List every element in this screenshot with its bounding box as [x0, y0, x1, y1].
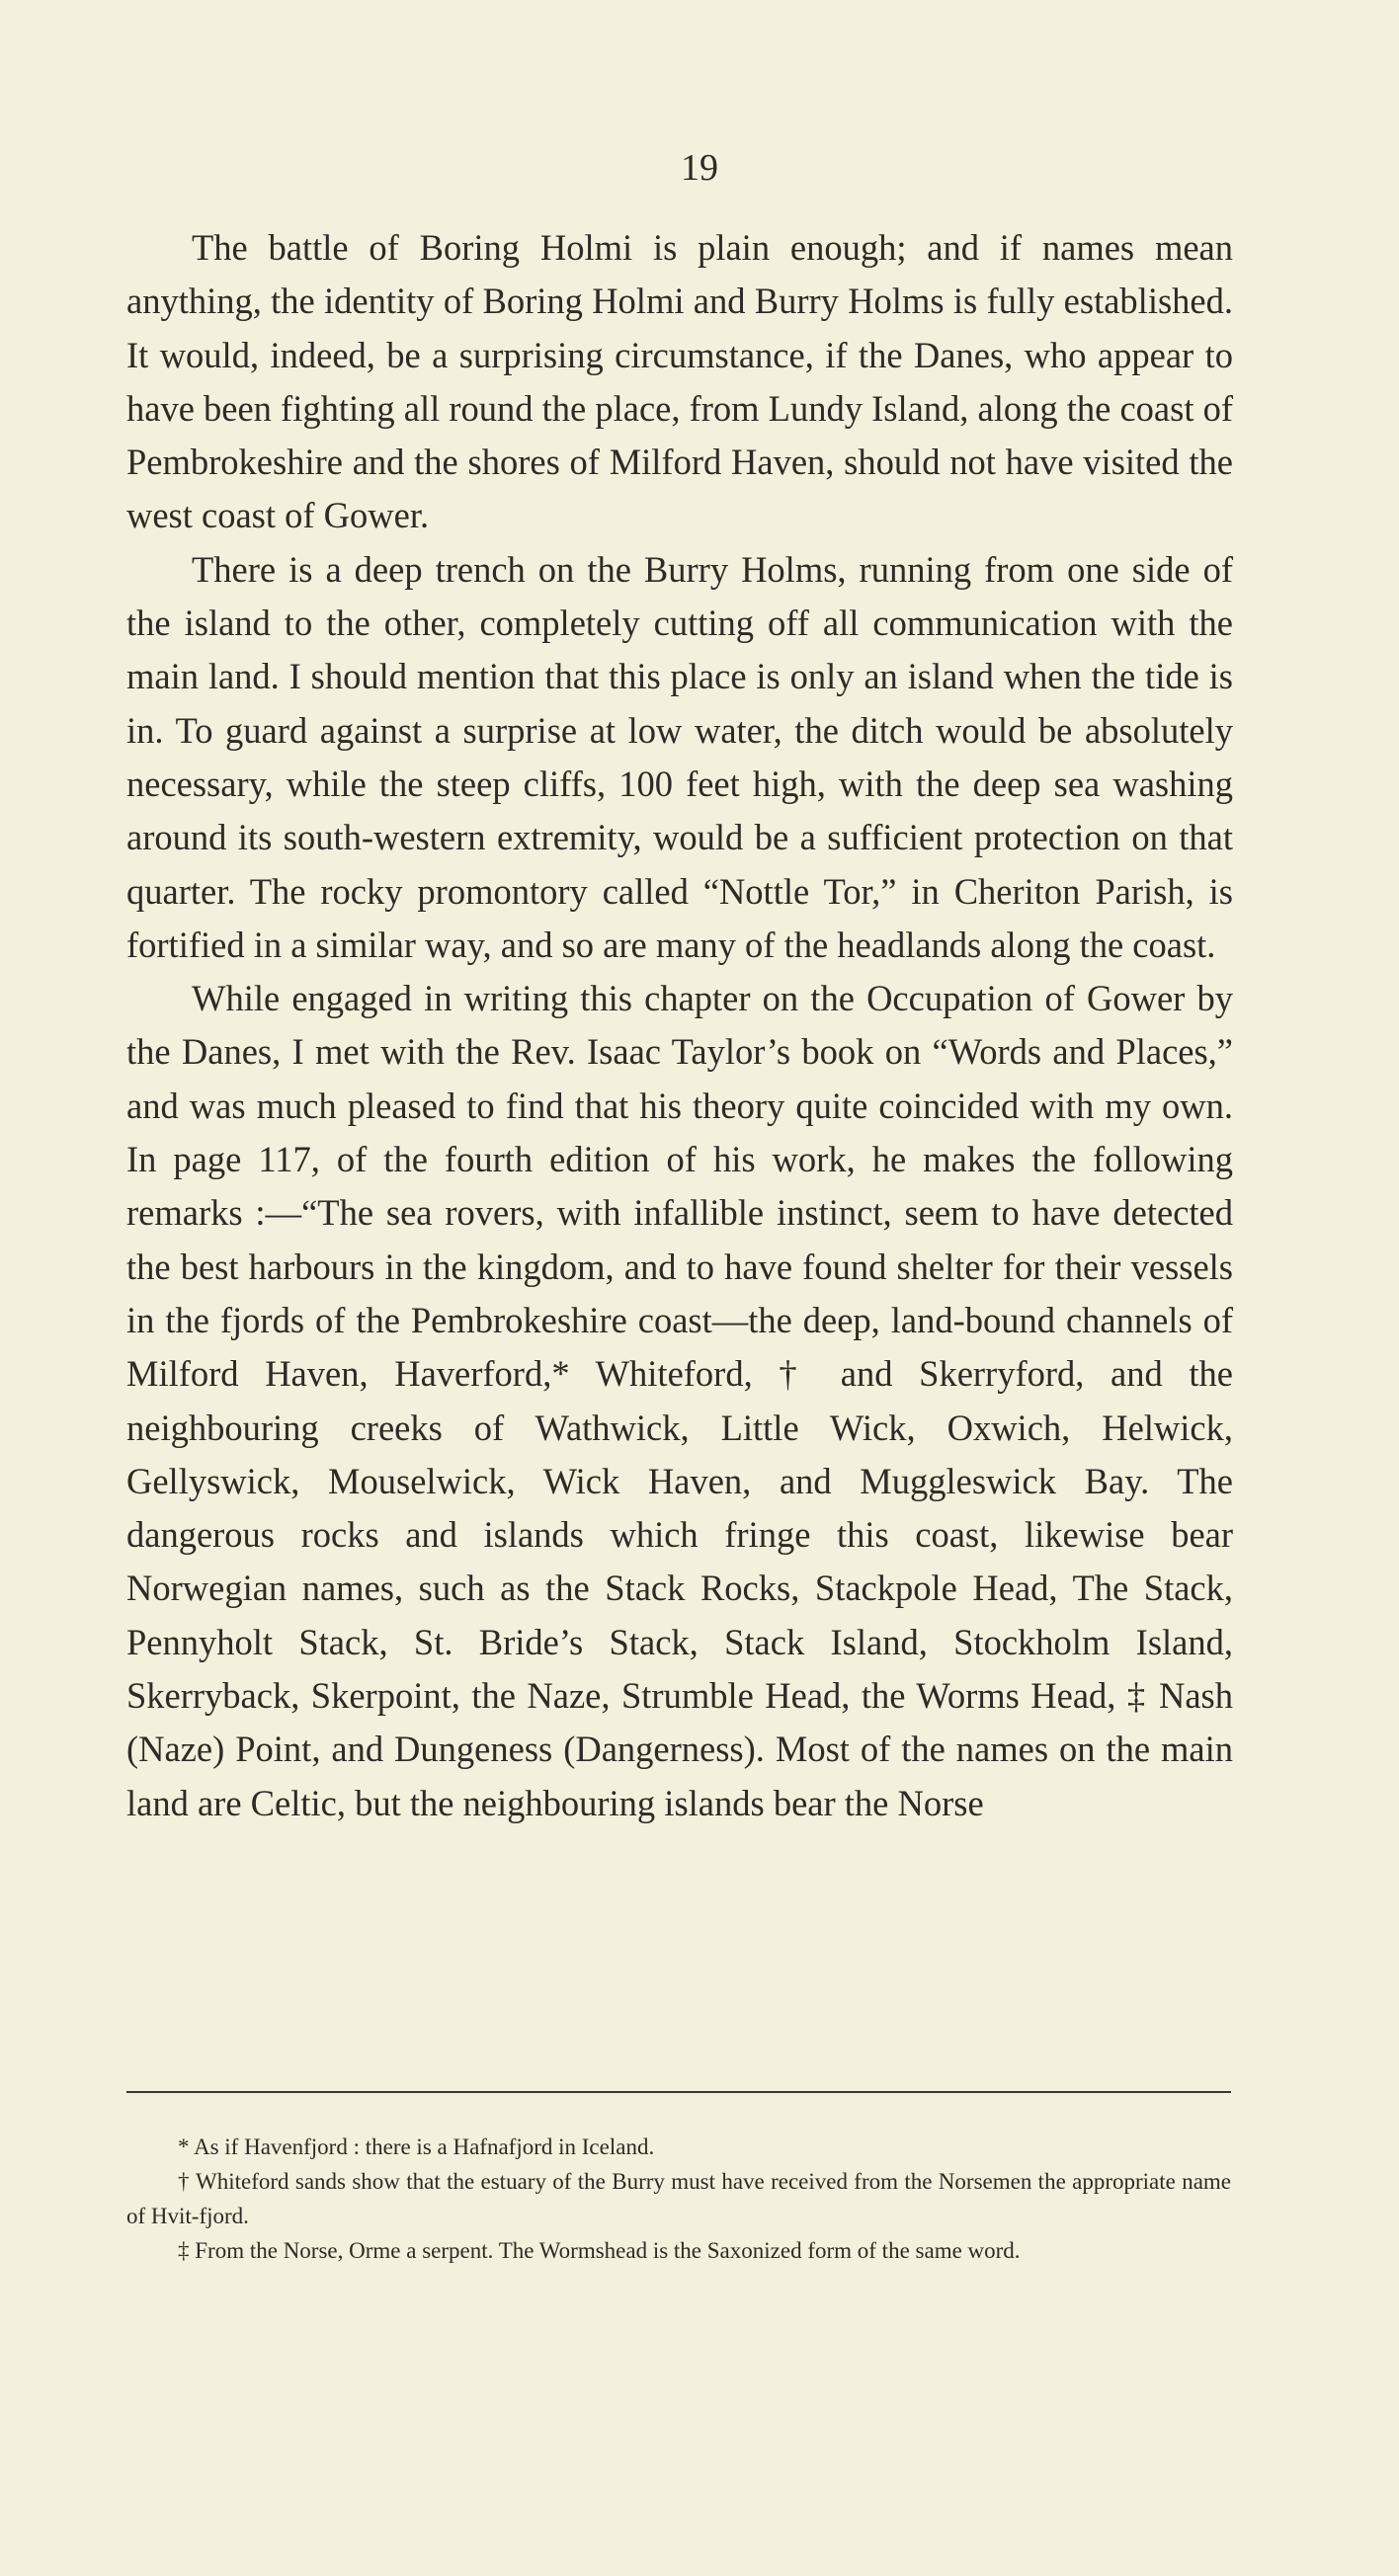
footnote-whiteford: † Whiteford sands show that the estuary of the Burry must have received from the Norsemen the appropriate name of Hvit-fjord.	[126, 2169, 1231, 2228]
paragraph-burry-holms-trench: There is a deep trench on the Burry Holms, running from one side of the island to the other, completely cutting off all communication with the main land. I should mention that this place is only an island when the tide is in. To guard against a surprise at low water, the ditch would be absolutely necessary, while the steep cliffs, 100 feet high, with the deep sea washing around its south-western extremity, would be a sufficient protection on that quarter. The rocky promontory called “Nottle Tor,” in Cheriton Parish, is fortified in a similar way, and so are many of the headlands along the coast.	[126, 548, 1233, 965]
footnote-havenfjord: * As if Havenfjord : there is a Hafnafjord in Iceland.	[178, 2134, 655, 2159]
footnote-wormshead: ‡ From the Norse, Orme a serpent. The Wormshead is the Saxonized form of the same word.	[178, 2238, 1021, 2263]
footnotes	[126, 2130, 1231, 2268]
paragraph-words-and-places: While engaged in writing this chapter on the Occupation of Gower by the Danes, I met with the Rev. Isaac Taylor’s book on “Words and Places,” and was much pleased to find that his theory quite coincided with my own. In page 117, of the fourth edition of his work, he makes the following remarks :—“The sea rovers, with infallible instinct, seem to have detected the best harbours in the kingdom, and to have found shelter for their vessels in the fjords of the Pembrokeshire coast—the deep, land-bound channels of Milford Haven, Haverford,* Whiteford, † and Skerryford, and the neighbouring creeks of Wathwick, Little Wick, Oxwich, Helwick, Gellyswick, Mouselwick, Wick Haven, and Muggleswick Bay. The dangerous rocks and islands which fringe this coast, likewise bear Norwegian names, such as the Stack Rocks, Stackpole Head, The Stack, Pennyholt Stack, St. Bride’s Stack, Stack Island, Stockholm Island, Skerryback, Skerpoint, the Naze, Strumble Head, the Worms Head, ‡ Nash (Naze) Point, and Dungeness (Dangerness). Most of the names on the main land are Celtic, but the neighbouring islands bear the Norse	[126, 978, 1233, 1823]
page-number: 19	[681, 147, 718, 189]
paragraph-boring-holmi: The battle of Boring Holmi is plain enough; and if names mean anything, the identity of Boring Holmi and Burry Holms is fully established. It would, indeed, be a surprising circumstance, if the Danes, who appear to have been fighting all round the place, from Lundy Island, along the coast of Pembrokeshire and the shores of Milford Haven, should not have visited the west coast of Gower.	[126, 227, 1234, 536]
main-text	[126, 221, 1233, 1830]
footnote-divider	[126, 2091, 1231, 2093]
